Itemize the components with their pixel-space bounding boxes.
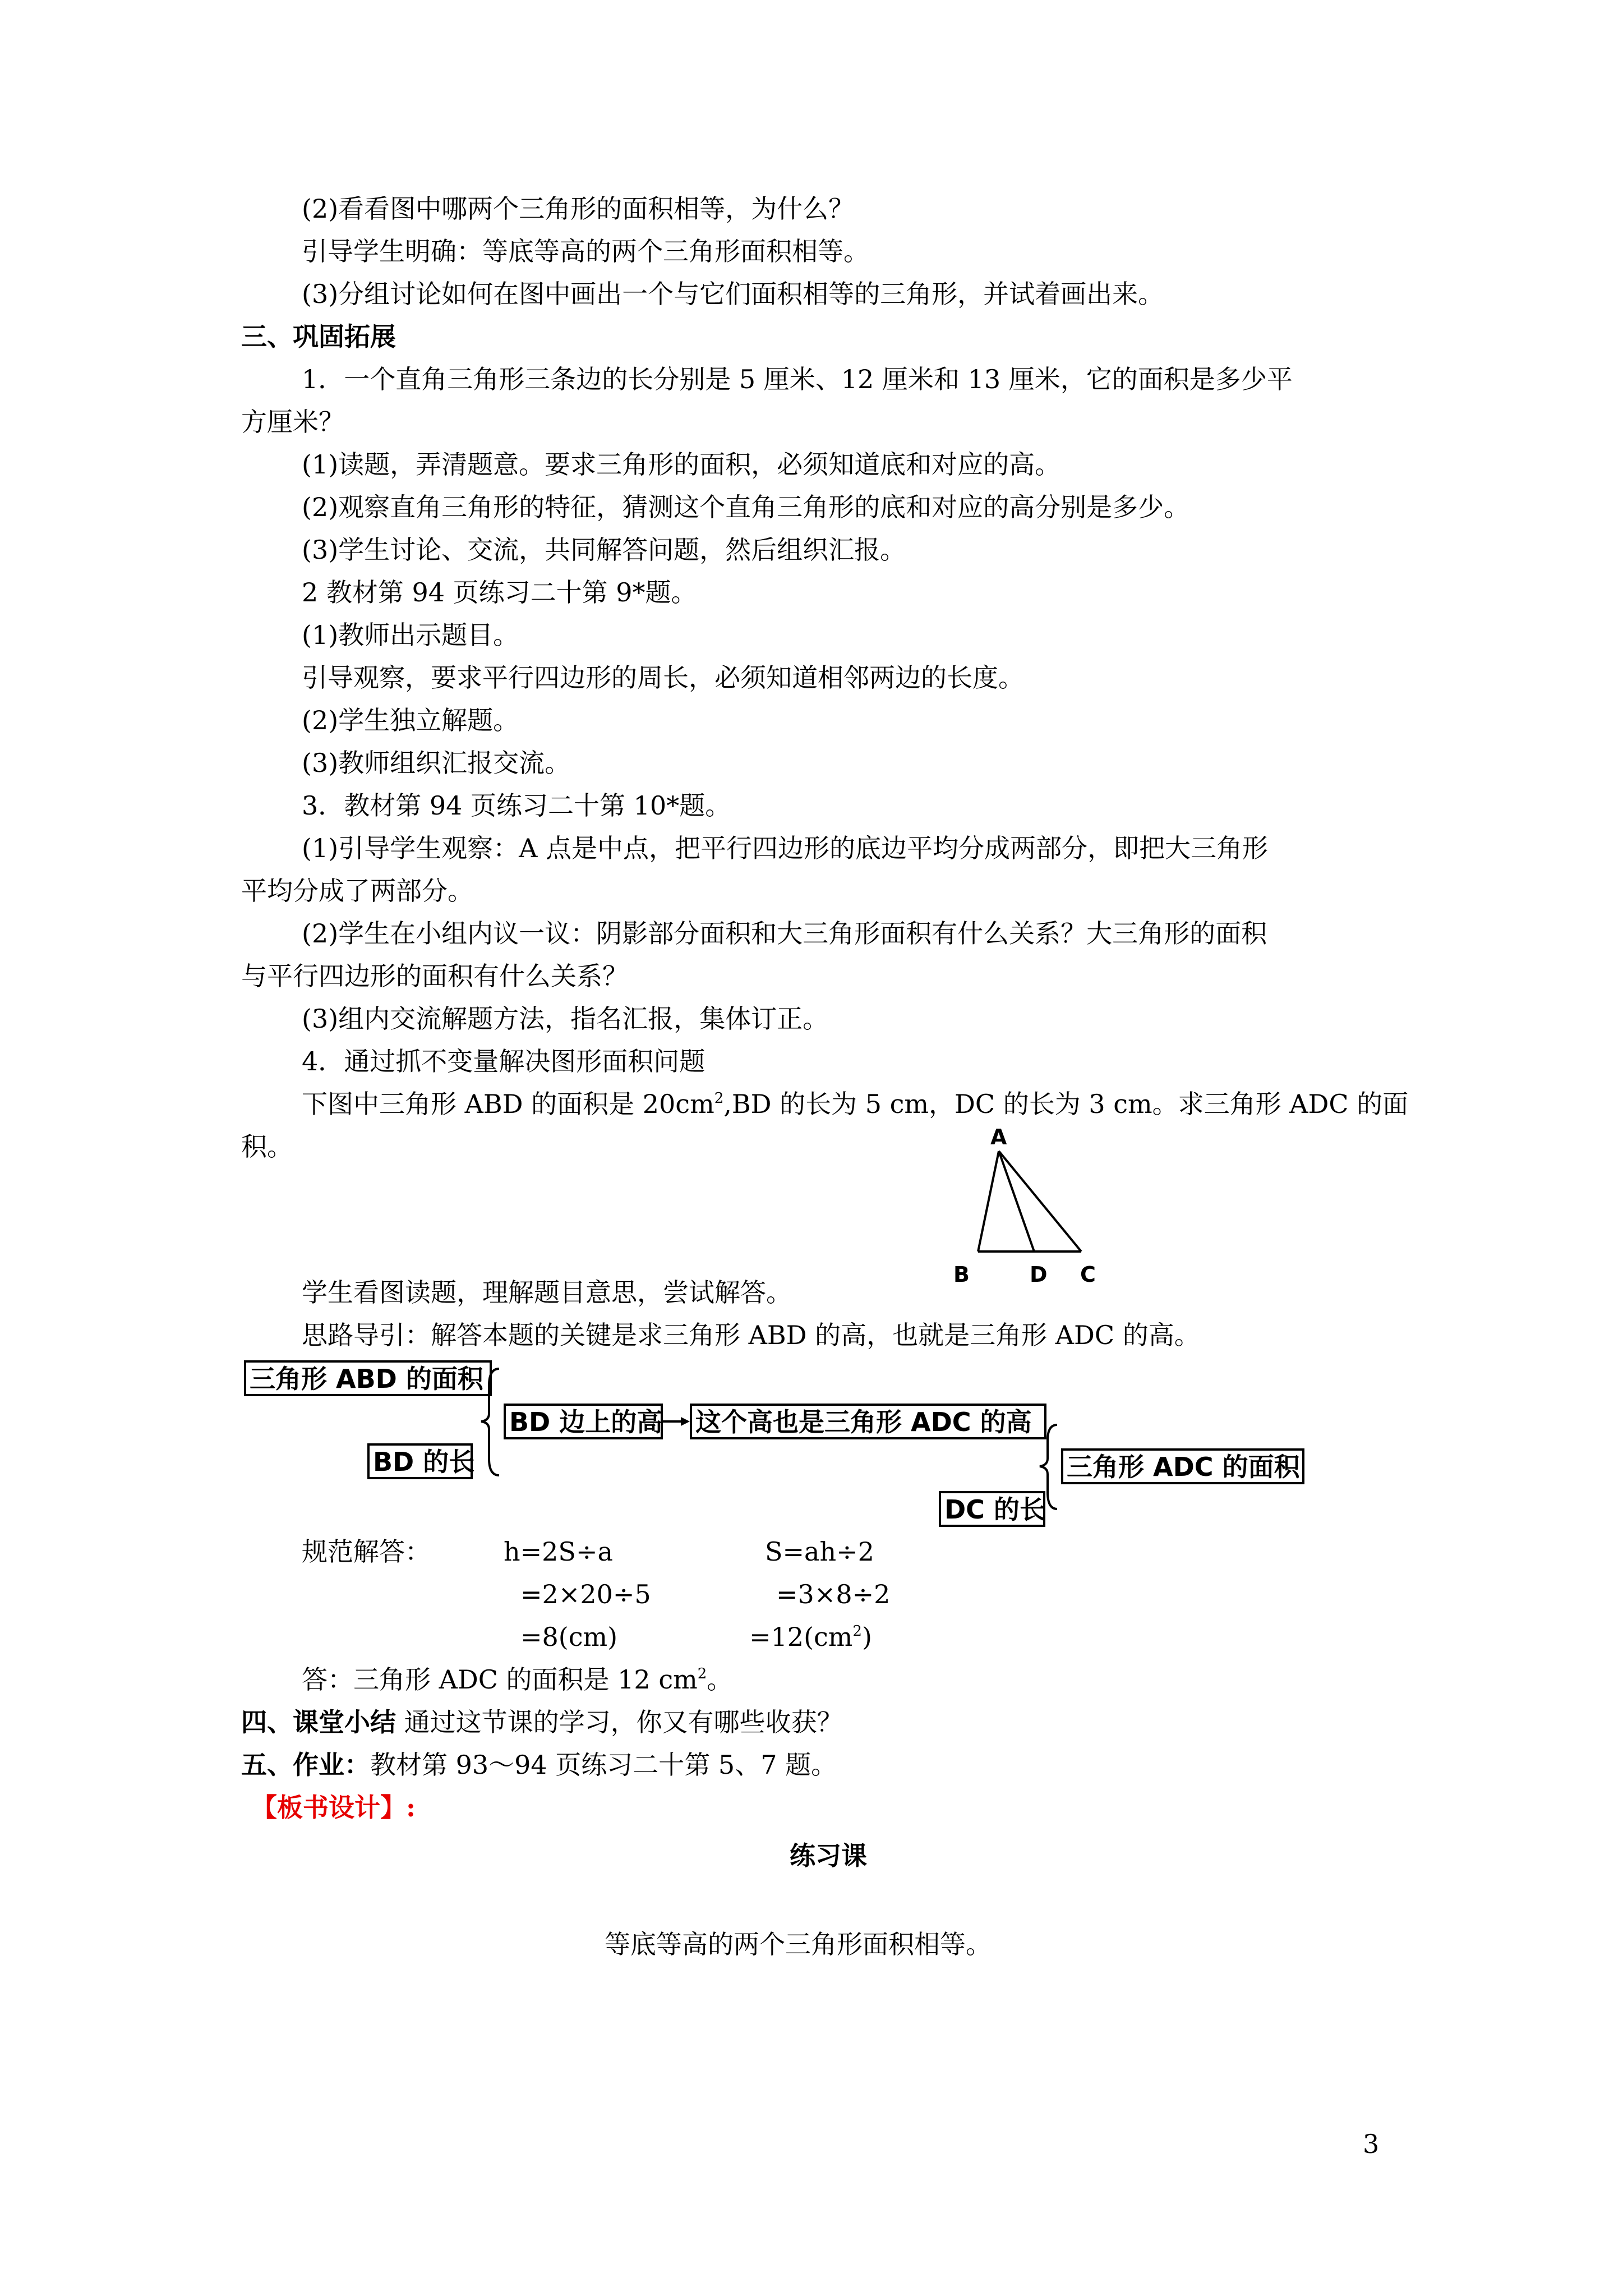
point-c-label: C bbox=[1080, 1262, 1096, 1287]
q3-step-1b: 平均分成了两部分。 bbox=[241, 876, 473, 906]
q1-step-3: (3)学生讨论、交流，共同解答问题，然后组织汇报。 bbox=[302, 535, 906, 565]
q3-step-3: (3)组内交流解题方法，指名汇报，集体订正。 bbox=[302, 1004, 829, 1034]
board-title: 练习课 bbox=[790, 1841, 867, 1871]
solution-right-3: $=12(cm^2)$ bbox=[749, 1622, 872, 1652]
point-d-label: D bbox=[1030, 1262, 1048, 1287]
q4-problem-cont: 积。 bbox=[241, 1131, 293, 1162]
heading-3: 三、巩固拓展 bbox=[241, 321, 396, 352]
q3-step-2a: (2)学生在小组内议一议：阴影部分面积和大三角形面积有什么关系？大三角形的面积 bbox=[302, 918, 1267, 949]
q1-line-a: 1．一个直角三角形三条边的长分别是 5 厘米、12 厘米和 13 厘米，它的面积是多少平 bbox=[302, 364, 1293, 394]
q1-step-2: (2)观察直角三角形的特征，猜测这个直角三角形的底和对应的高分别是多少。 bbox=[302, 492, 1190, 522]
guide-line: 思路导引：解答本题的关键是求三角形 ABD 的高，也就是三角形 ADC 的高。 bbox=[302, 1320, 1200, 1350]
q2-step-2: (2)学生独立解题。 bbox=[302, 705, 519, 735]
read-line: 学生看图读题，理解题目意思，尝试解答。 bbox=[302, 1277, 792, 1308]
q2-step-3: (3)教师组织汇报交流。 bbox=[302, 748, 571, 778]
q1-line-b: 方厘米？ bbox=[241, 407, 344, 437]
flow-arrow-head bbox=[681, 1417, 690, 1426]
solution-right-2: =3×8÷2 bbox=[776, 1579, 891, 1609]
q3-line: 3．教材第 94 页练习二十第 10*题。 bbox=[302, 790, 731, 821]
point-a-label: A bbox=[990, 1125, 1007, 1149]
solution-right-1: S=ah÷2 bbox=[765, 1536, 874, 1567]
line-l3: (3)分组讨论如何在图中画出一个与它们面积相等的三角形，并试着画出来。 bbox=[302, 279, 1164, 309]
answer-line: 答：三角形 ADC 的面积是 12 $cm^2$。 bbox=[302, 1664, 733, 1695]
flow-box-abd-area: 三角形 ABD 的面积 bbox=[244, 1360, 492, 1396]
q4-line: 4．通过抓不变量解决图形面积问题 bbox=[302, 1046, 706, 1076]
solution-label: 规范解答： bbox=[302, 1536, 431, 1567]
flow-box-dc-length: DC 的长 bbox=[939, 1491, 1045, 1527]
q2-step-1: (1)教师出示题目。 bbox=[302, 620, 519, 650]
page-number: 3 bbox=[1363, 2129, 1380, 2159]
solution-left-3: =8(cm) bbox=[520, 1622, 618, 1652]
q2-step-1b: 引导观察，要求平行四边形的周长，必须知道相邻两边的长度。 bbox=[302, 662, 1024, 693]
q2-line: 2 教材第 94 页练习二十第 9*题。 bbox=[302, 577, 697, 608]
left-brace bbox=[481, 1369, 499, 1475]
heading-4: 四、课堂小结 通过这节课的学习，你又有哪些收获？ bbox=[241, 1707, 843, 1737]
heading-5: 五、作业：教材第 93～94 页练习二十第 5、7 题。 bbox=[241, 1750, 837, 1780]
q3-step-1a: (1)引导学生观察：A 点是中点，把平行四边形的底边平均分成两部分，即把大三角形 bbox=[302, 833, 1269, 863]
solution-left-1: h=2S÷a bbox=[504, 1536, 613, 1567]
board-text: 等底等高的两个三角形面积相等。 bbox=[605, 1929, 992, 1959]
q3-step-2b: 与平行四边形的面积有什么关系？ bbox=[241, 961, 628, 991]
flow-box-adc-area: 三角形 ADC 的面积 bbox=[1061, 1448, 1304, 1484]
flow-box-bd-height: BD 边上的高 bbox=[504, 1404, 663, 1439]
board-design-heading: 【板书设计】: bbox=[251, 1792, 416, 1823]
line-l1: (2)看看图中哪两个三角形的面积相等，为什么？ bbox=[302, 194, 855, 224]
q4-problem: 下图中三角形 ABD 的面积是 $20cm^2,BD$ 的长为 5 cm，DC 的长为 3 cm。求三角形 ADC 的面 bbox=[302, 1089, 1409, 1119]
flow-box-bd-length: BD 的长 bbox=[367, 1443, 473, 1479]
q1-step-1: (1)读题，弄清题意。要求三角形的面积，必须知道底和对应的高。 bbox=[302, 449, 1061, 480]
point-b-label: B bbox=[953, 1262, 970, 1287]
right-brace bbox=[1040, 1425, 1057, 1509]
flow-box-adc-height: 这个高也是三角形 ADC 的高 bbox=[690, 1404, 1046, 1439]
line-l2: 引导学生明确：等底等高的两个三角形面积相等。 bbox=[302, 236, 869, 266]
solution-left-2: =2×20÷5 bbox=[520, 1579, 651, 1609]
